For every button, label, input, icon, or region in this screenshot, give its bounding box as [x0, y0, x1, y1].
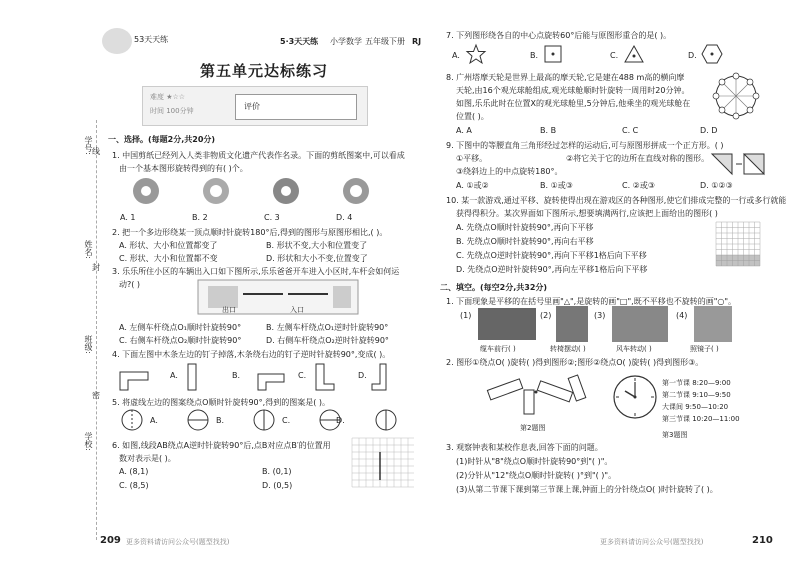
header-edition: RJ — [412, 37, 422, 46]
f2-text: 2. 图形①绕点O( )旋转( )得到图形②;图形②绕点O( )旋转( )得到图形③。 — [446, 358, 704, 367]
q4-figures — [118, 362, 388, 392]
q3-opt-b: B. 左侧车杆绕点O₁逆时针旋转90° — [266, 323, 389, 332]
stamp-line1: 难度 ★☆☆ — [150, 93, 186, 101]
q3-opt-a: A. 左侧车杆绕点O₁顺时针旋转90° — [119, 323, 242, 332]
f1-num-1: (1) — [460, 311, 472, 320]
q9-opt-a: A. ①或② — [456, 181, 489, 190]
q9-opt-b: B. ①或③ — [540, 181, 573, 190]
q9-s2: ②将它关于它的边所在直线对称的图形。 — [566, 154, 710, 163]
schedule-row-3: 大课间 9:50—10:20 — [662, 403, 729, 411]
section2-heading: 二、填空。(每空2分,共32分) — [440, 283, 548, 292]
binding-line — [96, 120, 97, 540]
cable-car-photo — [478, 308, 536, 340]
f3-line1: (1)时针从"8"绕点O顺时针旋转90°到"( )"。 — [456, 457, 613, 466]
f1-text: 1. 下面现象是平移的在括号里画"△",是旋转的画"□",既不平移也不旋转的画"○"。 — [446, 297, 737, 306]
q8-opt-c: C. C — [622, 126, 639, 135]
q10-opt-b: B. 先绕点O顺时针旋转90°,再向右平移 — [456, 237, 594, 246]
q10-opt-d: D. 先绕点O逆时针旋转90°,再向左平移1格后向下平移 — [456, 265, 648, 274]
q1-opt-c: C. 3 — [264, 213, 280, 222]
q3-text2: 动?( ) — [119, 280, 141, 289]
schedule-row-1: 第一节课 8:20—9:00 — [662, 379, 731, 387]
square-shape — [544, 45, 562, 63]
header-grade: 五年级下册 — [365, 37, 405, 46]
f1-num-2: (2) — [540, 311, 552, 320]
q5-opt-d: D. — [336, 416, 345, 425]
f1-cap-4: 照镜子( ) — [690, 345, 719, 353]
f1-cap-2: 转椅摆动( ) — [550, 345, 586, 353]
q1-opt-d: D. 4 — [336, 213, 353, 222]
q6-text1: 6. 如图,线段AB绕点A逆时针旋转90°后,点B对应点B′的位置用 — [112, 441, 331, 450]
page-title: 第五单元达标练习 — [200, 62, 329, 80]
hexagon-shape — [702, 44, 722, 64]
q1-opt-a: A. 1 — [120, 213, 136, 222]
f1-num-3: (3) — [594, 311, 606, 320]
q3-label-chu: 出口 — [222, 306, 236, 314]
swing-chair-photo — [556, 306, 588, 342]
schedule-row-2: 第二节课 9:10—9:50 — [662, 391, 731, 399]
q1-text1: 1. 中国剪纸已经列入人类非物质文化遗产代表作名录。下面的剪纸图案中,可以看成 — [112, 151, 405, 160]
q6-opt-a: A. (8,1) — [119, 467, 149, 476]
ferris-wheel-figure — [712, 70, 762, 126]
header-series: 5·3天天练 — [280, 37, 319, 46]
q3-text1: 3. 乐乐所住小区的车辆出入口如下图所示,乐乐爸爸开车进入小区时,车杆会如何运 — [112, 267, 400, 276]
q5-figures — [116, 408, 396, 432]
f1-num-4: (4) — [676, 311, 688, 320]
q8-opt-d: D. D — [700, 126, 718, 135]
f1-cap-3: 风车转动( ) — [616, 345, 652, 353]
q8-text3: 如图,乐乐此时在位置X的观光球舱里,5分钟后,他乘坐的观光球舱在 — [456, 99, 691, 108]
f2-fig3-label: 第3题图 — [662, 431, 688, 439]
schedule-row-4: 第三节课 10:20—11:00 — [662, 415, 740, 423]
q4-text: 4. 下面左图中木条左边的钉子掉落,木条绕右边的钉子逆时针旋转90°,变成( )。 — [112, 350, 391, 359]
q8-text2: 天轮,由16个观光球舱组成,观光球舱顺时针旋转一周用时20分钟。 — [456, 86, 690, 95]
q9-text1: 9. 下图中的等腰直角三角形经过怎样的运动后,可与原图形拼成一个正方形。( ) — [446, 141, 724, 150]
q1-papercut-figures — [120, 174, 380, 208]
q2-opt-d: D. 形状和大小不变,位置变了 — [266, 254, 368, 263]
q7-text: 7. 下列图形绕各自的中心点旋转60°后能与原图形重合的是( )。 — [446, 31, 672, 40]
q10-opt-a: A. 先绕点O顺时针旋转90°,再向下平移 — [456, 223, 594, 232]
q8-text1: 8. 广州塔摩天轮是世界上最高的摩天轮,它是建在488 m高的横向摩 — [446, 73, 685, 82]
triangle-shape — [624, 45, 644, 63]
side-banji: 班级: — [84, 335, 93, 354]
q6-text2: 数对表示是( )。 — [119, 454, 176, 463]
stamp-line2: 时间 100分钟 — [150, 107, 194, 115]
q3-label-ru: 入口 — [290, 306, 304, 314]
q6-grid-figure — [352, 438, 414, 494]
q5-opt-c: C. — [282, 416, 291, 425]
q1-text2: 由一个基本图形旋转得到的有( )个。 — [119, 164, 248, 173]
header-subject: 小学数学 — [330, 37, 362, 46]
q9-s1: ①平移。 — [456, 154, 488, 163]
f2-rotation-figure — [486, 372, 606, 416]
q7-opt-b: B. — [530, 51, 539, 60]
side-xuexiao: 学校: — [84, 432, 93, 451]
f1-cap-1: 缆车前行( ) — [480, 345, 516, 353]
q9-opt-c: C. ②或③ — [622, 181, 656, 190]
q7-opt-a: A. — [452, 51, 460, 60]
q10-opt-c: C. 先绕点O逆时针旋转90°,再向下平移1格后向下平移 — [456, 251, 647, 260]
page-number-left: 209 — [100, 535, 121, 546]
f2-fig2-label: 第2题图 — [520, 424, 546, 432]
q2-opt-b: B. 形状不变,大小和位置变了 — [266, 241, 368, 250]
q2-text: 2. 把一个多边形绕某一顶点顺时针旋转180°后,得到的图形与原图形相比,( )。 — [112, 228, 388, 237]
mirror-photo — [694, 306, 732, 342]
q4-opt-a: A. — [170, 371, 178, 380]
pingjia-label: 评价 — [244, 102, 260, 111]
q10-game-grid — [716, 222, 760, 266]
q3-opt-d: D. 右侧车杆绕点O₂逆时针旋转90° — [266, 336, 389, 345]
q5-opt-b: B. — [216, 416, 225, 425]
clock-face — [612, 374, 658, 420]
brand-logo — [102, 28, 132, 54]
q7-opt-d: D. — [688, 51, 697, 60]
q6-opt-b: B. (0,1) — [262, 467, 292, 476]
side-feng: 封 — [92, 263, 100, 272]
q8-text4: 位置( )。 — [456, 112, 489, 121]
side-xian: 线 — [92, 147, 100, 156]
f3-text: 3. 观察钟表和某校作息表,回答下面的问题。 — [446, 443, 603, 452]
f3-line3: (3)从第二节课下课到第三节课上课,钟面上的分针绕点O( )时针旋转了( )。 — [456, 485, 718, 494]
q3-opt-c: C. 右侧车杆绕点O₂顺时针旋转90° — [119, 336, 242, 345]
footer-note-left: 更多资料请访问公众号(题型找找) — [126, 538, 230, 546]
q10-text1: 10. 某一款游戏,通过平移、旋转使得出现在游戏区的各种图形,使它们排成完整的一行或多行就能 — [446, 196, 787, 205]
footer-note-right: 更多资料请访问公众号(题型找找) — [600, 538, 704, 546]
q2-opt-a: A. 形状、大小和位置都变了 — [119, 241, 218, 250]
windmill-photo — [612, 306, 668, 342]
q4-opt-c: C. — [298, 371, 307, 380]
side-xuehao: 学号: — [84, 136, 93, 155]
section1-heading: 一、选择。(每题2分,共20分) — [108, 135, 216, 144]
q8-opt-a: A. A — [456, 126, 472, 135]
q9-triangle-figure — [710, 152, 766, 176]
q2-opt-c: C. 形状、大小和位置都不变 — [119, 254, 218, 263]
q4-opt-d: D. — [358, 371, 367, 380]
q4-opt-b: B. — [232, 371, 241, 380]
q7-opt-c: C. — [610, 51, 619, 60]
q6-opt-c: C. (8,5) — [119, 481, 149, 490]
star-shape — [466, 44, 486, 64]
q8-opt-b: B. B — [540, 126, 557, 135]
q10-text2: 获得得积分。某次界面如下图所示,想要填满两行,应该把上面给出的图形( ) — [456, 209, 718, 218]
q5-text: 5. 将虚线左边的图案绕点O顺时针旋转90°,得到的图案是( )。 — [112, 398, 330, 407]
side-mi: 密 — [92, 391, 100, 400]
q6-opt-d: D. (0,5) — [262, 481, 293, 490]
side-xingming: 姓名: — [84, 240, 93, 259]
brand-name: 53天天练 — [134, 35, 169, 44]
page-number-right: 210 — [752, 535, 773, 546]
q5-opt-a: A. — [150, 416, 158, 425]
q1-opt-b: B. 2 — [192, 213, 208, 222]
q9-opt-d: D. ①②③ — [700, 181, 733, 190]
f3-line2: (2)分针从"12"绕点O顺时针旋转( )°到"( )"。 — [456, 471, 617, 480]
q9-s3: ③绕斜边上的中点旋转180°。 — [456, 167, 563, 176]
